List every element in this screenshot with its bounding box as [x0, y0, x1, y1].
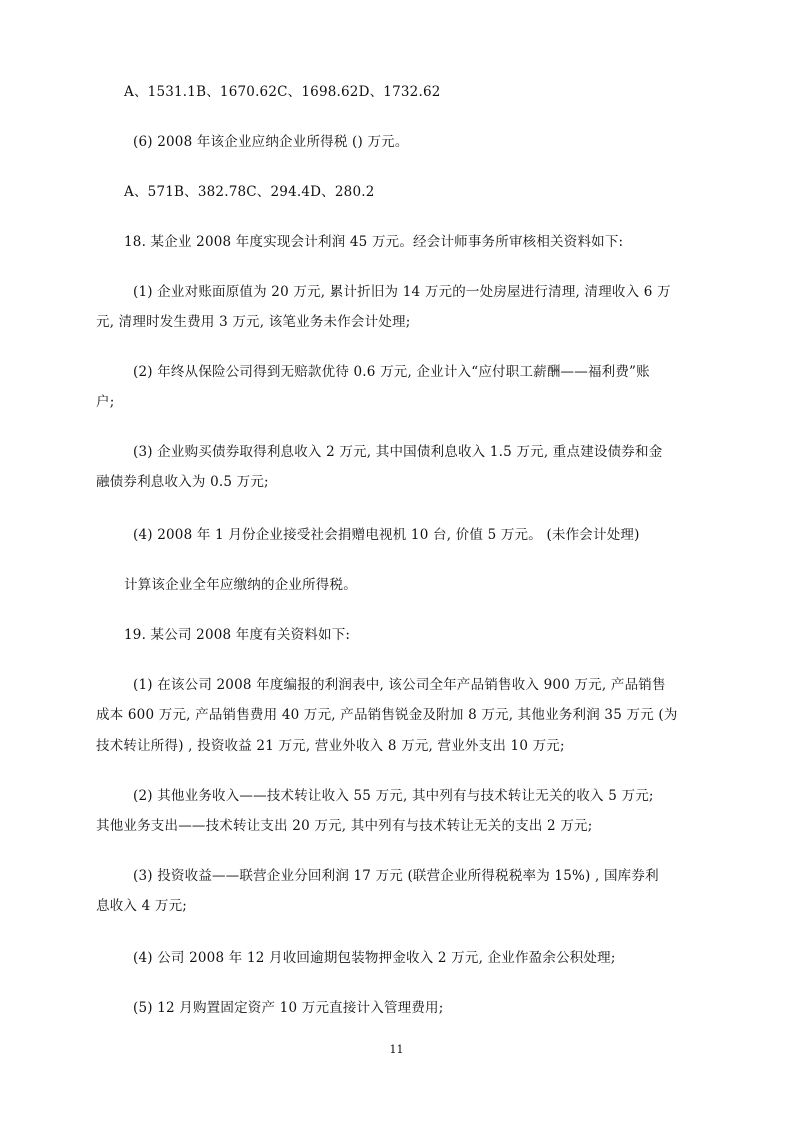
- q18-item-2-line-2: 户;: [96, 394, 115, 410]
- q19-item-5-line: (5) 12 月购置固定资产 10 万元直接计入管理费用;: [133, 1000, 444, 1016]
- q18-item-3-line-1: (3) 企业购买债券取得利息收入 2 万元, 其中国债利息收入 1.5 万元, 重点建设债券和金: [133, 444, 663, 460]
- page-number: 11: [389, 1043, 404, 1056]
- q19-item-1-line-3: 技术转让所得) , 投资收益 21 万元, 营业外收入 8 万元, 营业外支出 10 万元;: [96, 738, 565, 754]
- q18-item-2-line-1: (2) 年终从保险公司得到无赔款优待 0.6 万元, 企业计入“应付职工薪酬——福利费”账: [133, 364, 650, 380]
- answer-options-line-1: A、1531.1B、1670.62C、1698.62D、1732.62: [124, 84, 441, 100]
- question-19-heading: 19. 某公司 2008 年度有关资料如下:: [124, 627, 351, 643]
- q19-item-3-line-1: (3) 投资收益——联营企业分回利润 17 万元 (联营企业所得税税率为 15%) , 国库券利: [133, 868, 659, 884]
- q19-item-2-line-2: 其他业务支出——技术转让支出 20 万元, 其中列有与技术转让无关的支出 2 万元;: [96, 818, 593, 834]
- q18-task-line: 计算该企业全年应缴纳的企业所得税。: [124, 577, 357, 593]
- q18-item-4-line: (4) 2008 年 1 月份企业接受社会捐赠电视机 10 台, 价值 5 万元。 (未作会计处理): [133, 527, 640, 543]
- q18-item-1-line-2: 元, 清理时发生费用 3 万元, 该笔业务未作会计处理;: [96, 314, 411, 330]
- q18-item-3-line-2: 融债券利息收入为 0.5 万元;: [96, 474, 269, 490]
- q19-item-3-line-2: 息收入 4 万元;: [96, 898, 188, 914]
- q19-item-4-line: (4) 公司 2008 年 12 月收回逾期包装物押金收入 2 万元, 企业作盈余公积处理;: [133, 950, 616, 966]
- q18-item-1-line-1: (1) 企业对账面原值为 20 万元, 累计折旧为 14 万元的一处房屋进行清理, 清理收入 6 万: [133, 284, 671, 300]
- q19-item-1-line-1: (1) 在该公司 2008 年度编报的利润表中, 该公司全年产品销售收入 900 万元, 产品销售: [133, 677, 666, 693]
- question-6-line: (6) 2008 年该企业应纳企业所得税 () 万元。: [133, 134, 409, 150]
- q19-item-1-line-2: 成本 600 万元, 产品销售费用 40 万元, 产品销售锐金及附加 8 万元, 其他业务利润 35 万元 (为: [96, 707, 678, 723]
- q19-item-2-line-1: (2) 其他业务收入——技术转让收入 55 万元, 其中列有与技术转让无关的收入 5 万元;: [133, 788, 654, 804]
- question-18-heading: 18. 某企业 2008 年度实现会计利润 45 万元。经会计师事务所审核相关资料如下:: [124, 234, 624, 250]
- answer-options-line-2: A、571B、382.78C、294.4D、280.2: [124, 184, 375, 200]
